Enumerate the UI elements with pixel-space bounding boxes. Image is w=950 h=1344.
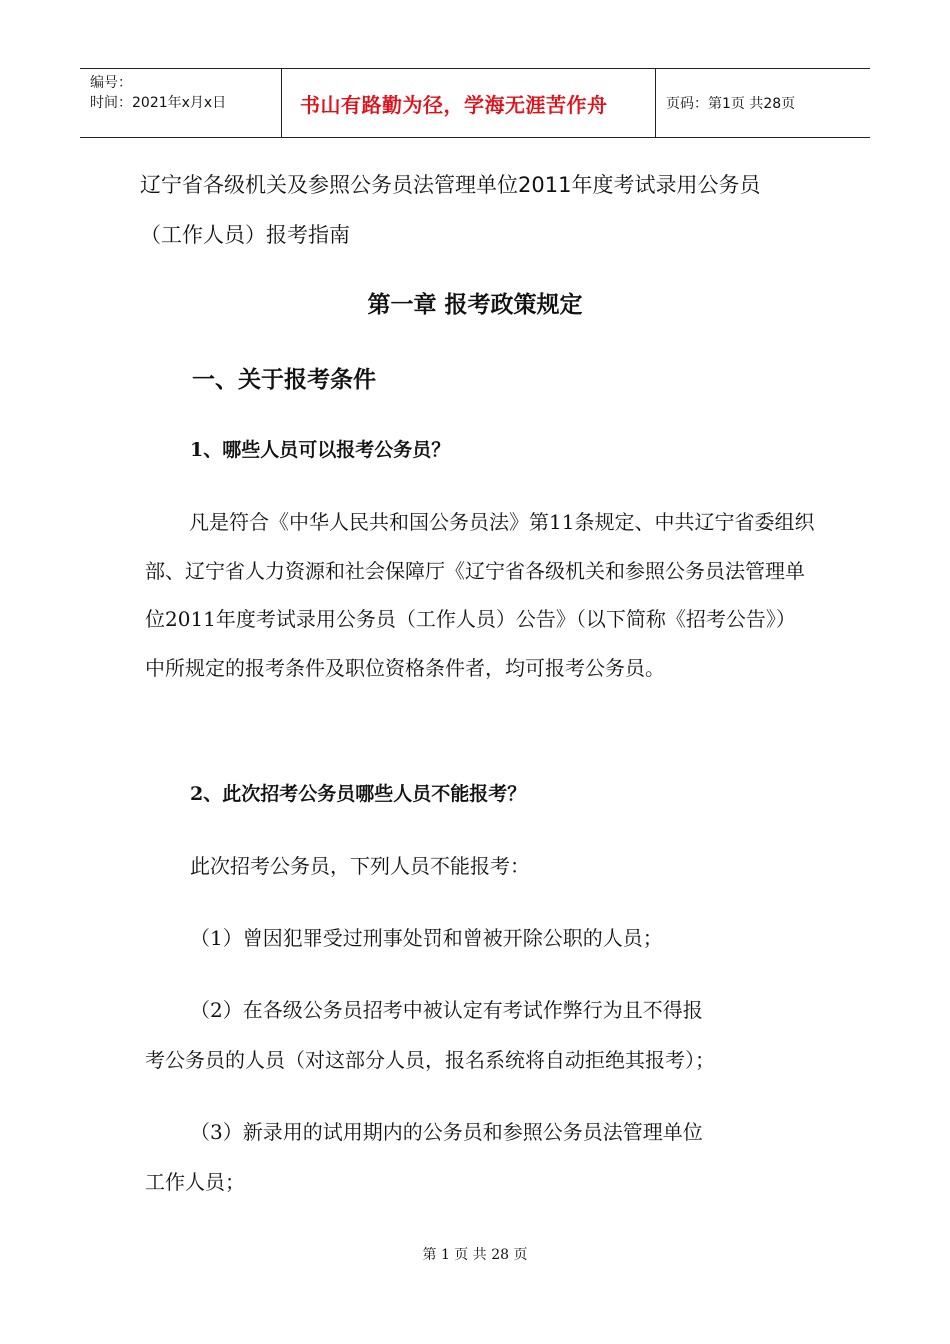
list-item-3-line-2: 工作人员； (145, 1170, 245, 1194)
paragraph-1: 凡是符合《中华人民共和国公务员法》第11条规定、中共辽宁省委组织部、辽宁省人力资源和社会保障厅《辽宁省各级机关和参照公务员法管理单位2011年度考试录用公务员（工作人员）公告》（以下简称《招考公告》）中所规定的报考条件及职位资格条件者，均可报考公务员。 (145, 510, 815, 680)
chapter-heading: 第一章 报考政策规定 (367, 292, 583, 318)
page-header (80, 68, 870, 138)
document-title (140, 160, 820, 260)
title-line-1: 辽宁省各级机关及参照公务员法管理单位2011年度考试录用公务员 (140, 173, 761, 197)
question-1: 1、哪些人员可以报考公务员？ (190, 439, 451, 461)
list-item-2-line-2: 考公务员的人员（对这部分人员，报名系统将自动拒绝其报考）； (145, 1048, 715, 1072)
list-item-3-line-1: （3）新录用的试用期内的公务员和参照公务员法管理单位 (190, 1120, 703, 1144)
page-footer: 第 1 页 共 28 页 (422, 1247, 528, 1263)
header-page-info: 页码：第1页 共28页 (666, 96, 796, 112)
header-motto: 书山有路勤为径，学海无涯苦作舟 (282, 69, 656, 137)
number-label: 编号： (90, 75, 132, 91)
paragraph-2: 此次招考公务员，下列人员不能报考： (190, 854, 530, 878)
title-line-2: （工作人员）报考指南 (140, 223, 350, 247)
section-heading: 一、关于报考条件 (192, 367, 376, 393)
list-item-2-line-1: （2）在各级公务员招考中被认定有考试作弊行为且不得报 (190, 998, 703, 1022)
time-label: 时间：2021年x月x日 (90, 95, 227, 111)
header-meta (80, 69, 282, 137)
question-2: 2、此次招考公务员哪些人员不能报考？ (190, 783, 527, 805)
list-item-1: （1）曾因犯罪受过刑事处罚和曾被开除公职的人员； (190, 926, 663, 950)
